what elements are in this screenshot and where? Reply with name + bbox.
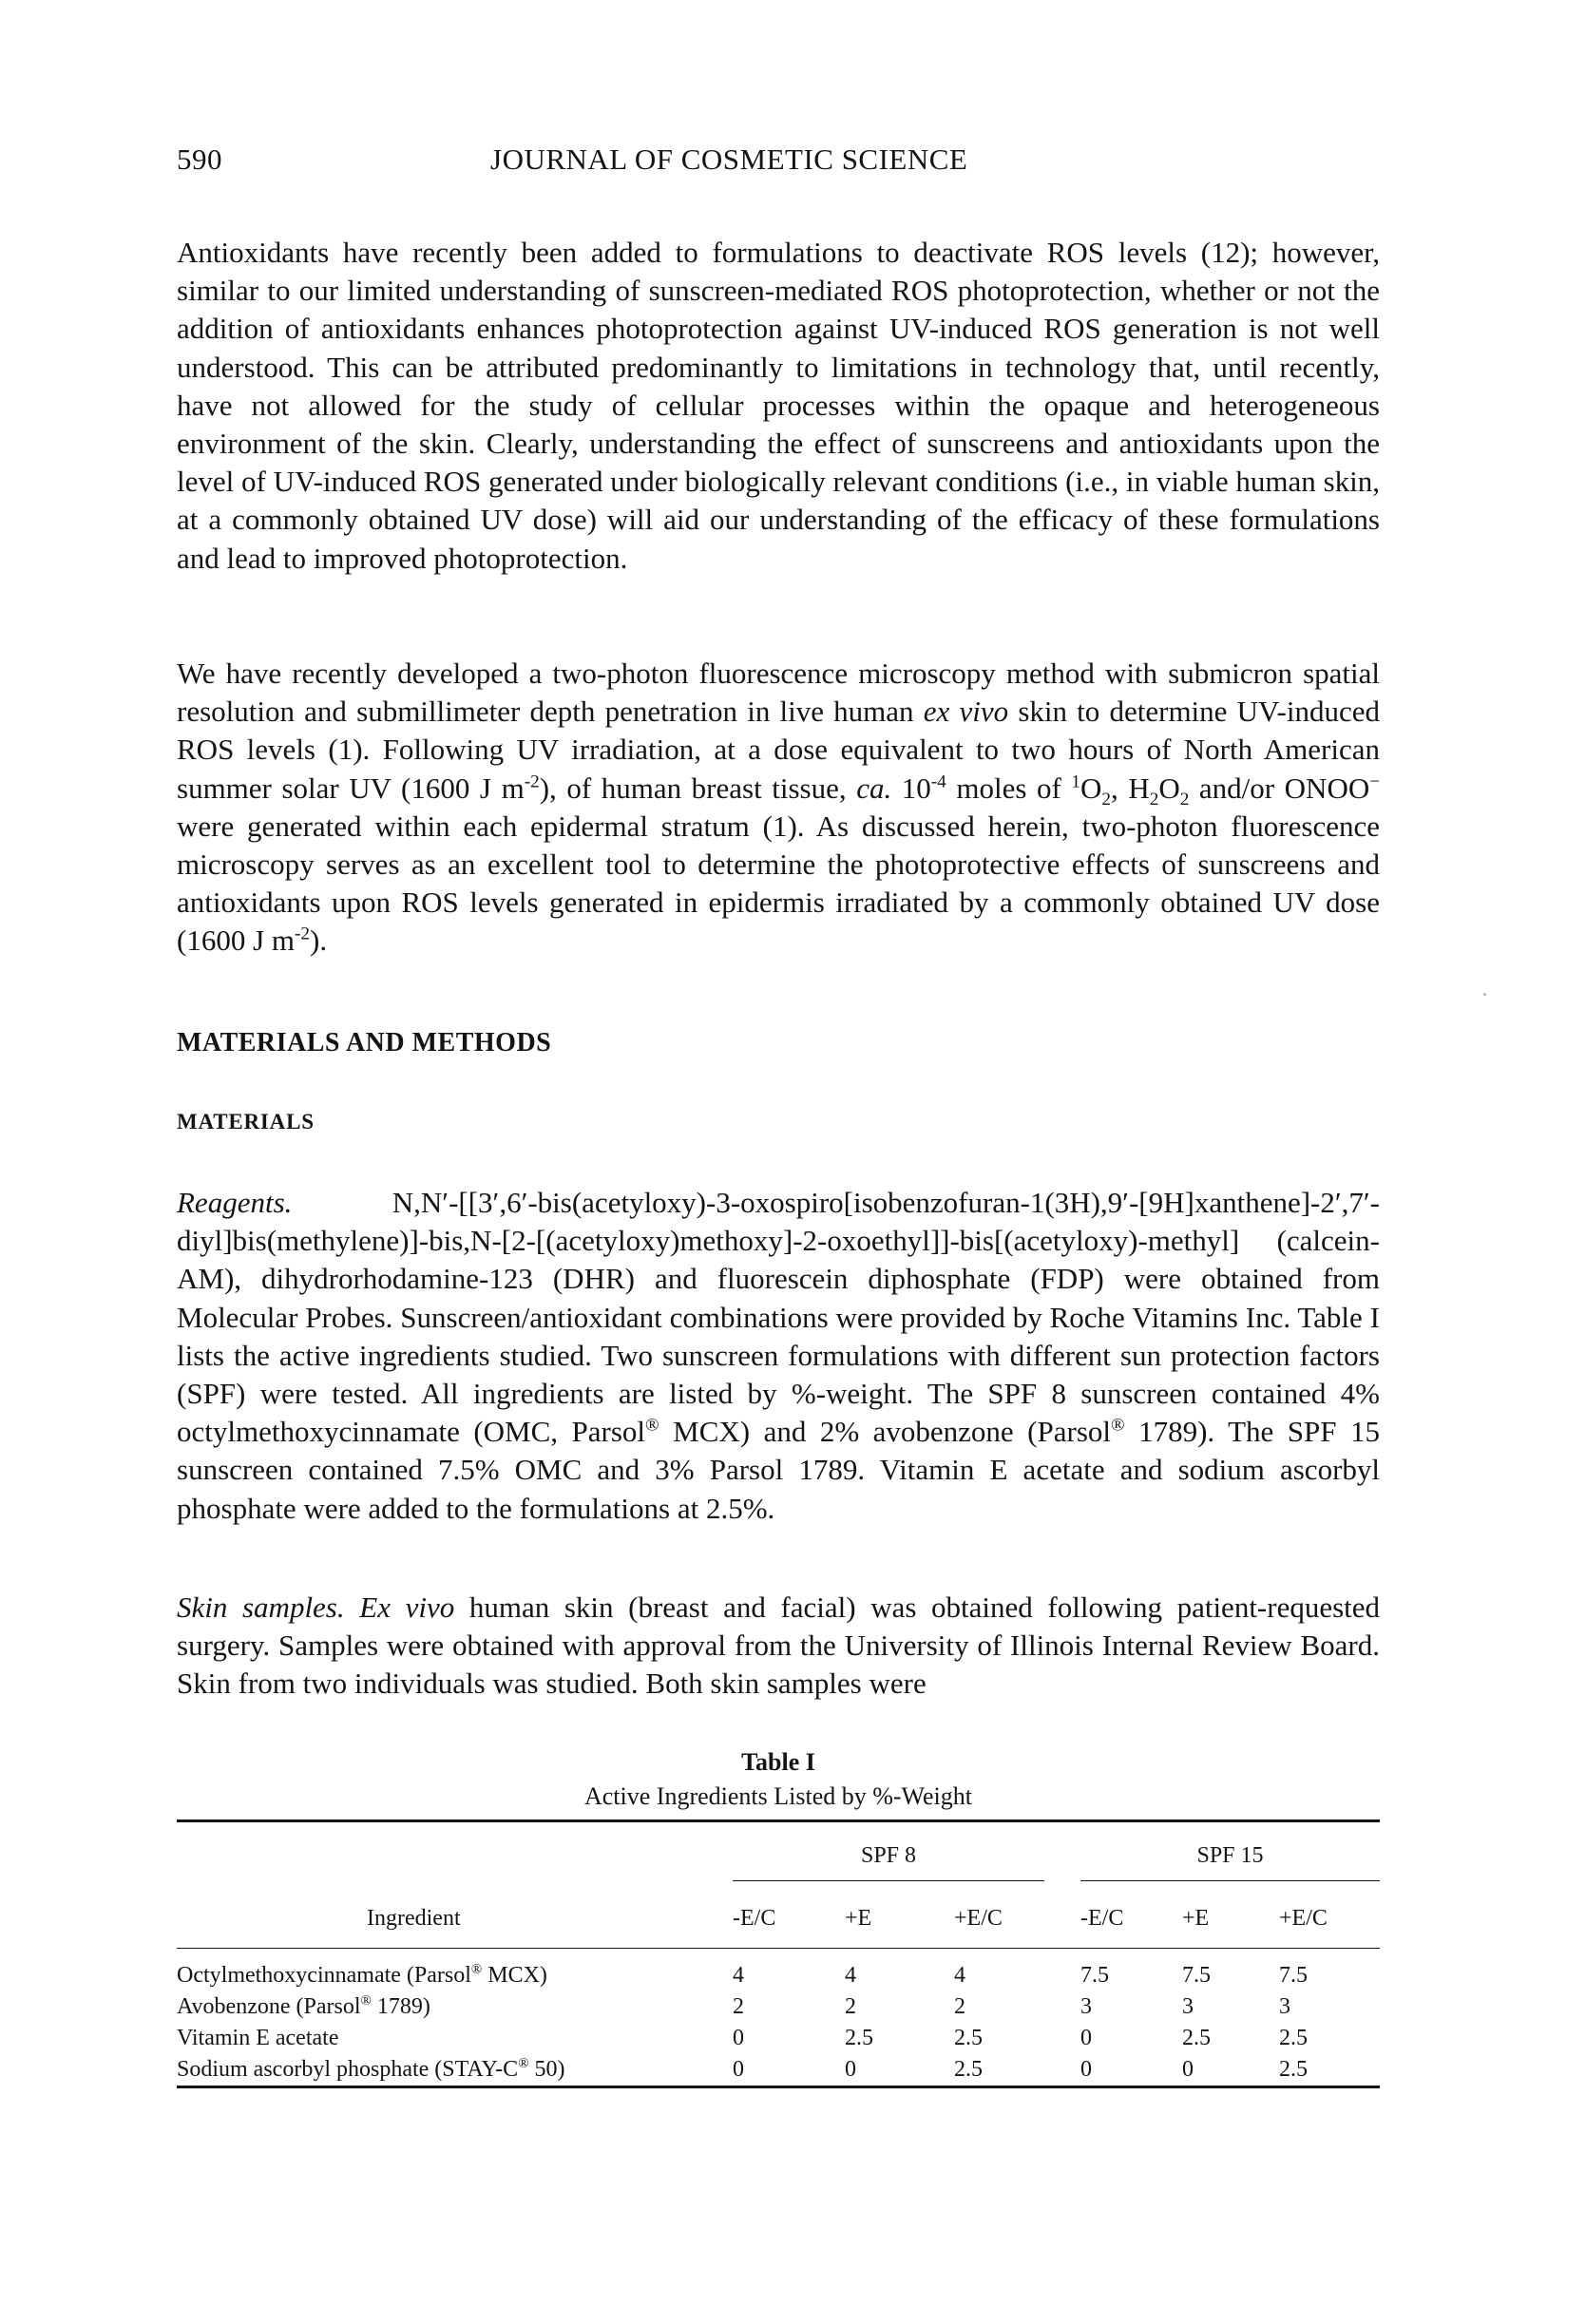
table-row — [177, 2023, 1380, 2054]
intro-paragraph-2: We have recently developed a two-photon fluorescence microscopy method with submicron spatial resolution and submillimeter depth penetration in live human ex vivo skin to determine UV-induced ROS levels (1). Following UV irradiation, at a dose equivalent to two hours of North American summer solar UV (1600 J $m^{-2}$), of human breast tissue, ca. $10^{-4}$ moles of $^1O_2$, $H_2O_2$ and/or ONOO− were generated within each epidermal stratum (1). As discussed herein, two-photon fluorescence microscopy serves as an excellent tool to determine the photoprotective effects of sunscreens and antioxidants upon ROS levels generated in epidermis irradiated by a commonly obtained UV dose (1600 J $m^{-2}$). — [177, 657, 1381, 958]
ingredient-name: Vitamin E acetate — [177, 2026, 339, 2050]
table-cell: 2 — [733, 1994, 744, 2019]
table-cell: 2 — [845, 1994, 856, 2019]
intro-paragraph-1: Antioxidants have recently been added to formulations to deactivate ROS levels (12); however, similar to our limited understanding of sunscreen-mediated ROS photoprotection, whether or not the addition of antioxidants enhances photoprotection against UV-induced ROS generation is not well understood. This can be attributed predominantly to limitations in technology that, until recently, have not allowed for the study of cellular processes within the opaque and heterogeneous environment of the skin. Clearly, understanding the effect of sunscreens and antioxidants upon the level of UV-induced ROS generated under biologically relevant conditions (i.e., in viable human skin, at a commonly obtained UV dose) will aid our understanding of the efficacy of these formulations and lead to improved photoprotection. — [177, 236, 1380, 575]
ingredient-name: Sodium ascorbyl phosphate (STAY-C® 50) — [177, 2054, 733, 2087]
scan-speck — [1483, 993, 1486, 996]
column-header: +E/C — [1279, 1905, 1328, 1931]
table-cell: 2.5 — [954, 2026, 983, 2050]
table-cell: 2.5 — [1279, 2026, 1308, 2050]
table-cell: 7.5 — [1182, 1963, 1211, 1988]
skin-samples-paragraph: Skin samples. Ex vivo human skin (breast and facial) was obtained following patient-requested surgery. Samples were obtained with approval from the University of Illinois Internal Review Board. Skin from two individuals was studied. Both skin samples were — [177, 1591, 1381, 1701]
ingredients-table — [177, 1819, 1380, 2088]
column-header: -E/C — [733, 1905, 776, 1931]
table-row — [177, 1960, 1380, 1991]
table-cell: 4 — [845, 1963, 856, 1988]
skin-samples-label: Skin samples. — [177, 1591, 345, 1624]
column-header: +E — [845, 1905, 872, 1931]
page-number: 590 — [177, 143, 222, 176]
group-header-spf15: SPF 15 — [1080, 1836, 1380, 1889]
group-header-spf8: SPF 8 — [733, 1836, 1080, 1889]
reagents-paragraph: Reagents. N,N′-[[3′,6′-bis(acetyloxy)-3-oxospiro[isobenzofuran-1(3H),9′-[9H]xanthene]-2′,7′-diyl]bis(methylene)]-bis,N-[2-[(acetyloxy)methoxy]-2-oxoethyl]]-bis[(acetyloxy)-methyl] (calcein-AM), dihydrorhodamine-123 (DHR) and fluorescein diphosphate (FDP) were obtained from Molecular Probes. Sunscreen/antioxidant combinations were provided by Roche Vitamins Inc. Table I lists the active ingredients studied. Two sunscreen formulations with different sun protection factors (SPF) were tested. All ingredients are listed by %-weight. The SPF 8 sunscreen contained 4% octylmethoxycinnamate (OMC, Parsol® MCX) and 2% avobenzone (Parsol® 1789). The SPF 15 sunscreen contained 7.5% OMC and 3% Parsol 1789. Vitamin E acetate and sodium ascorbyl phosphate were added to the formulations at 2.5%. — [177, 1186, 1381, 1525]
journal-title: JOURNAL OF COSMETIC SCIENCE — [490, 143, 968, 176]
ingredient-name: Octylmethoxycinnamate (Parsol® MCX) — [177, 1962, 547, 1988]
ingredient-name: Avobenzone (Parsol® 1789) — [177, 1993, 430, 2019]
table-cell: 3 — [1080, 1994, 1092, 2019]
column-header: +E/C — [954, 1905, 1003, 1931]
table-cell: 2.5 — [1279, 2054, 1380, 2087]
column-header-ingredient: Ingredient — [367, 1905, 461, 1931]
table-cell: 0 — [733, 2054, 845, 2087]
subsection-heading: MATERIALS — [177, 1110, 315, 1133]
reagents-label: Reagents. — [177, 1186, 293, 1219]
column-header: +E — [1182, 1905, 1210, 1931]
table-cell: 4 — [733, 1963, 744, 1988]
table-label: Table I — [741, 1748, 815, 1776]
table-cell: 2.5 — [1182, 2026, 1211, 2050]
table-cell: 7.5 — [1279, 1963, 1308, 1988]
column-header: -E/C — [1080, 1905, 1124, 1931]
section-heading: MATERIALS AND METHODS — [177, 1028, 552, 1057]
table-row — [177, 1991, 1380, 2023]
table-cell: 0 — [733, 2026, 744, 2050]
table-cell: 3 — [1279, 1994, 1290, 2019]
table-cell: 2.5 — [954, 2054, 1080, 2087]
table-cell: 7.5 — [1080, 1963, 1109, 1988]
table-cell: 2.5 — [845, 2026, 873, 2050]
running-head — [177, 143, 1380, 184]
table-cell: 0 — [1080, 2054, 1182, 2087]
table-cell: 3 — [1182, 1994, 1194, 2019]
table-row — [177, 2054, 1380, 2087]
table-cell: 0 — [845, 2054, 954, 2087]
table-title: Active Ingredients Listed by %-Weight — [583, 1782, 972, 1810]
table-cell: 2 — [954, 1994, 965, 2019]
table-cell: 4 — [954, 1963, 965, 1988]
table-cell: 0 — [1080, 2026, 1092, 2050]
table-cell: 0 — [1182, 2054, 1279, 2087]
